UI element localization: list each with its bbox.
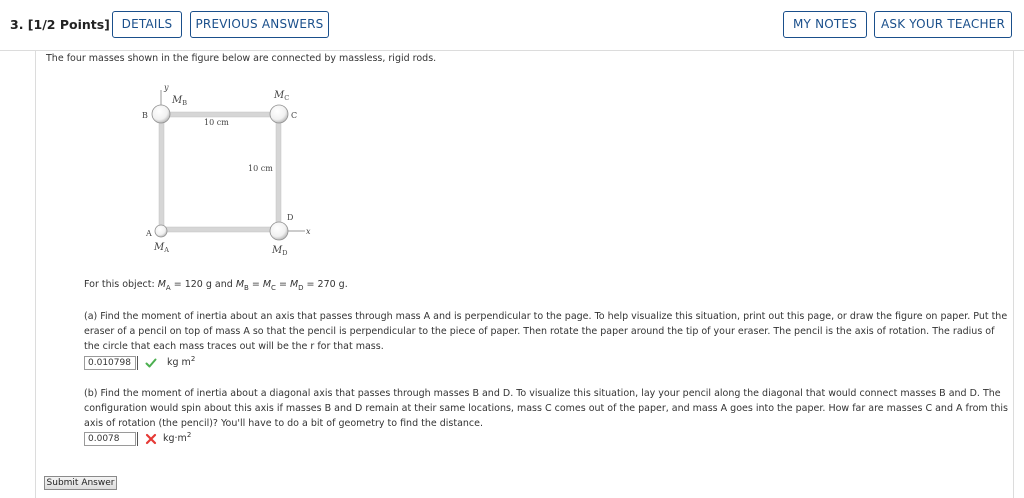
part-b-unit: $kg\cdot m^2$ <box>163 431 192 445</box>
point-a-label: A <box>146 229 152 238</box>
part-b-text: (b) Find the moment of inertia about a diagonal axis that passes through masses B and D. To visualize this situation, lay your pencil along the diagonal that would connect masses B and D. The configuration would spin about this axis if masses B and D remain at their same locations, mass C comes out of the paper, and mass A goes into the paper. How far are masses C and A from this axis of rotation (the pencil)? You'll have to do a bit of geometry to find the distance. <box>84 388 1008 429</box>
x-mark-icon <box>145 433 157 445</box>
submit-answer-button[interactable]: Submit Answer <box>44 476 117 490</box>
horizontal-distance-label: 10 cm <box>204 118 229 127</box>
part-b-answer-input[interactable]: 0.0078 <box>84 432 136 446</box>
mass-a-ball <box>155 225 167 237</box>
mass-b-ball <box>152 105 170 123</box>
check-icon <box>145 357 157 369</box>
part-a-text: (a) Find the moment of inertia about an axis that passes through mass A and is perpendicular to the page. To help visualize this situation, print out this page, or draw the figure on paper. Put the eraser of a pencil on top of mass A so that the pencil is perpendicular to the piece of paper. Then rotate the paper around the tip of your eraser. The pencil is the axis of rotation. The radius of the circle that each mass traces out will be the r for that mass. <box>84 311 1008 352</box>
vertical-distance-label: 10 cm <box>248 164 273 173</box>
question-header <box>0 0 1024 51</box>
point-d-label: D <box>287 213 294 222</box>
content-left-border <box>35 50 36 498</box>
point-b-label: B <box>142 111 148 120</box>
rod-ad <box>161 227 280 232</box>
point-c-label: C <box>291 111 298 120</box>
content-right-border <box>1013 50 1014 498</box>
rod-bc <box>159 112 280 117</box>
question-number-points: 3. [1/2 Points] <box>10 17 110 32</box>
masses-figure <box>130 80 330 260</box>
rod-ab <box>159 111 164 229</box>
previous-answers-button[interactable]: PREVIOUS ANSWERS <box>190 11 329 38</box>
mass-d-ball <box>270 222 288 240</box>
part-a-answer-input[interactable]: 0.010798 <box>84 356 136 370</box>
mass-a-label: $M_A$ <box>154 242 169 254</box>
mass-d-label: $M_D$ <box>272 245 288 257</box>
intro-text: The four masses shown in the figure below are connected by massless, rigid rods. <box>46 53 437 64</box>
my-notes-button[interactable]: MY NOTES <box>783 11 867 38</box>
x-axis-label: x <box>306 227 311 236</box>
y-axis-label: y <box>164 83 169 92</box>
mass-c-label: $M_C$ <box>274 90 290 102</box>
mass-b-label: $M_B$ <box>172 95 188 107</box>
masses-given-text: For this object: $M_A = 120$ g and $M_B = M_C = M_D = 270$ g. <box>84 279 348 292</box>
mass-c-ball <box>270 105 288 123</box>
rod-cd <box>276 115 281 230</box>
part-a-unit: kg $m^2$ <box>167 355 196 369</box>
details-button[interactable]: DETAILS <box>112 11 182 38</box>
ask-teacher-button[interactable]: ASK YOUR TEACHER <box>874 11 1012 38</box>
